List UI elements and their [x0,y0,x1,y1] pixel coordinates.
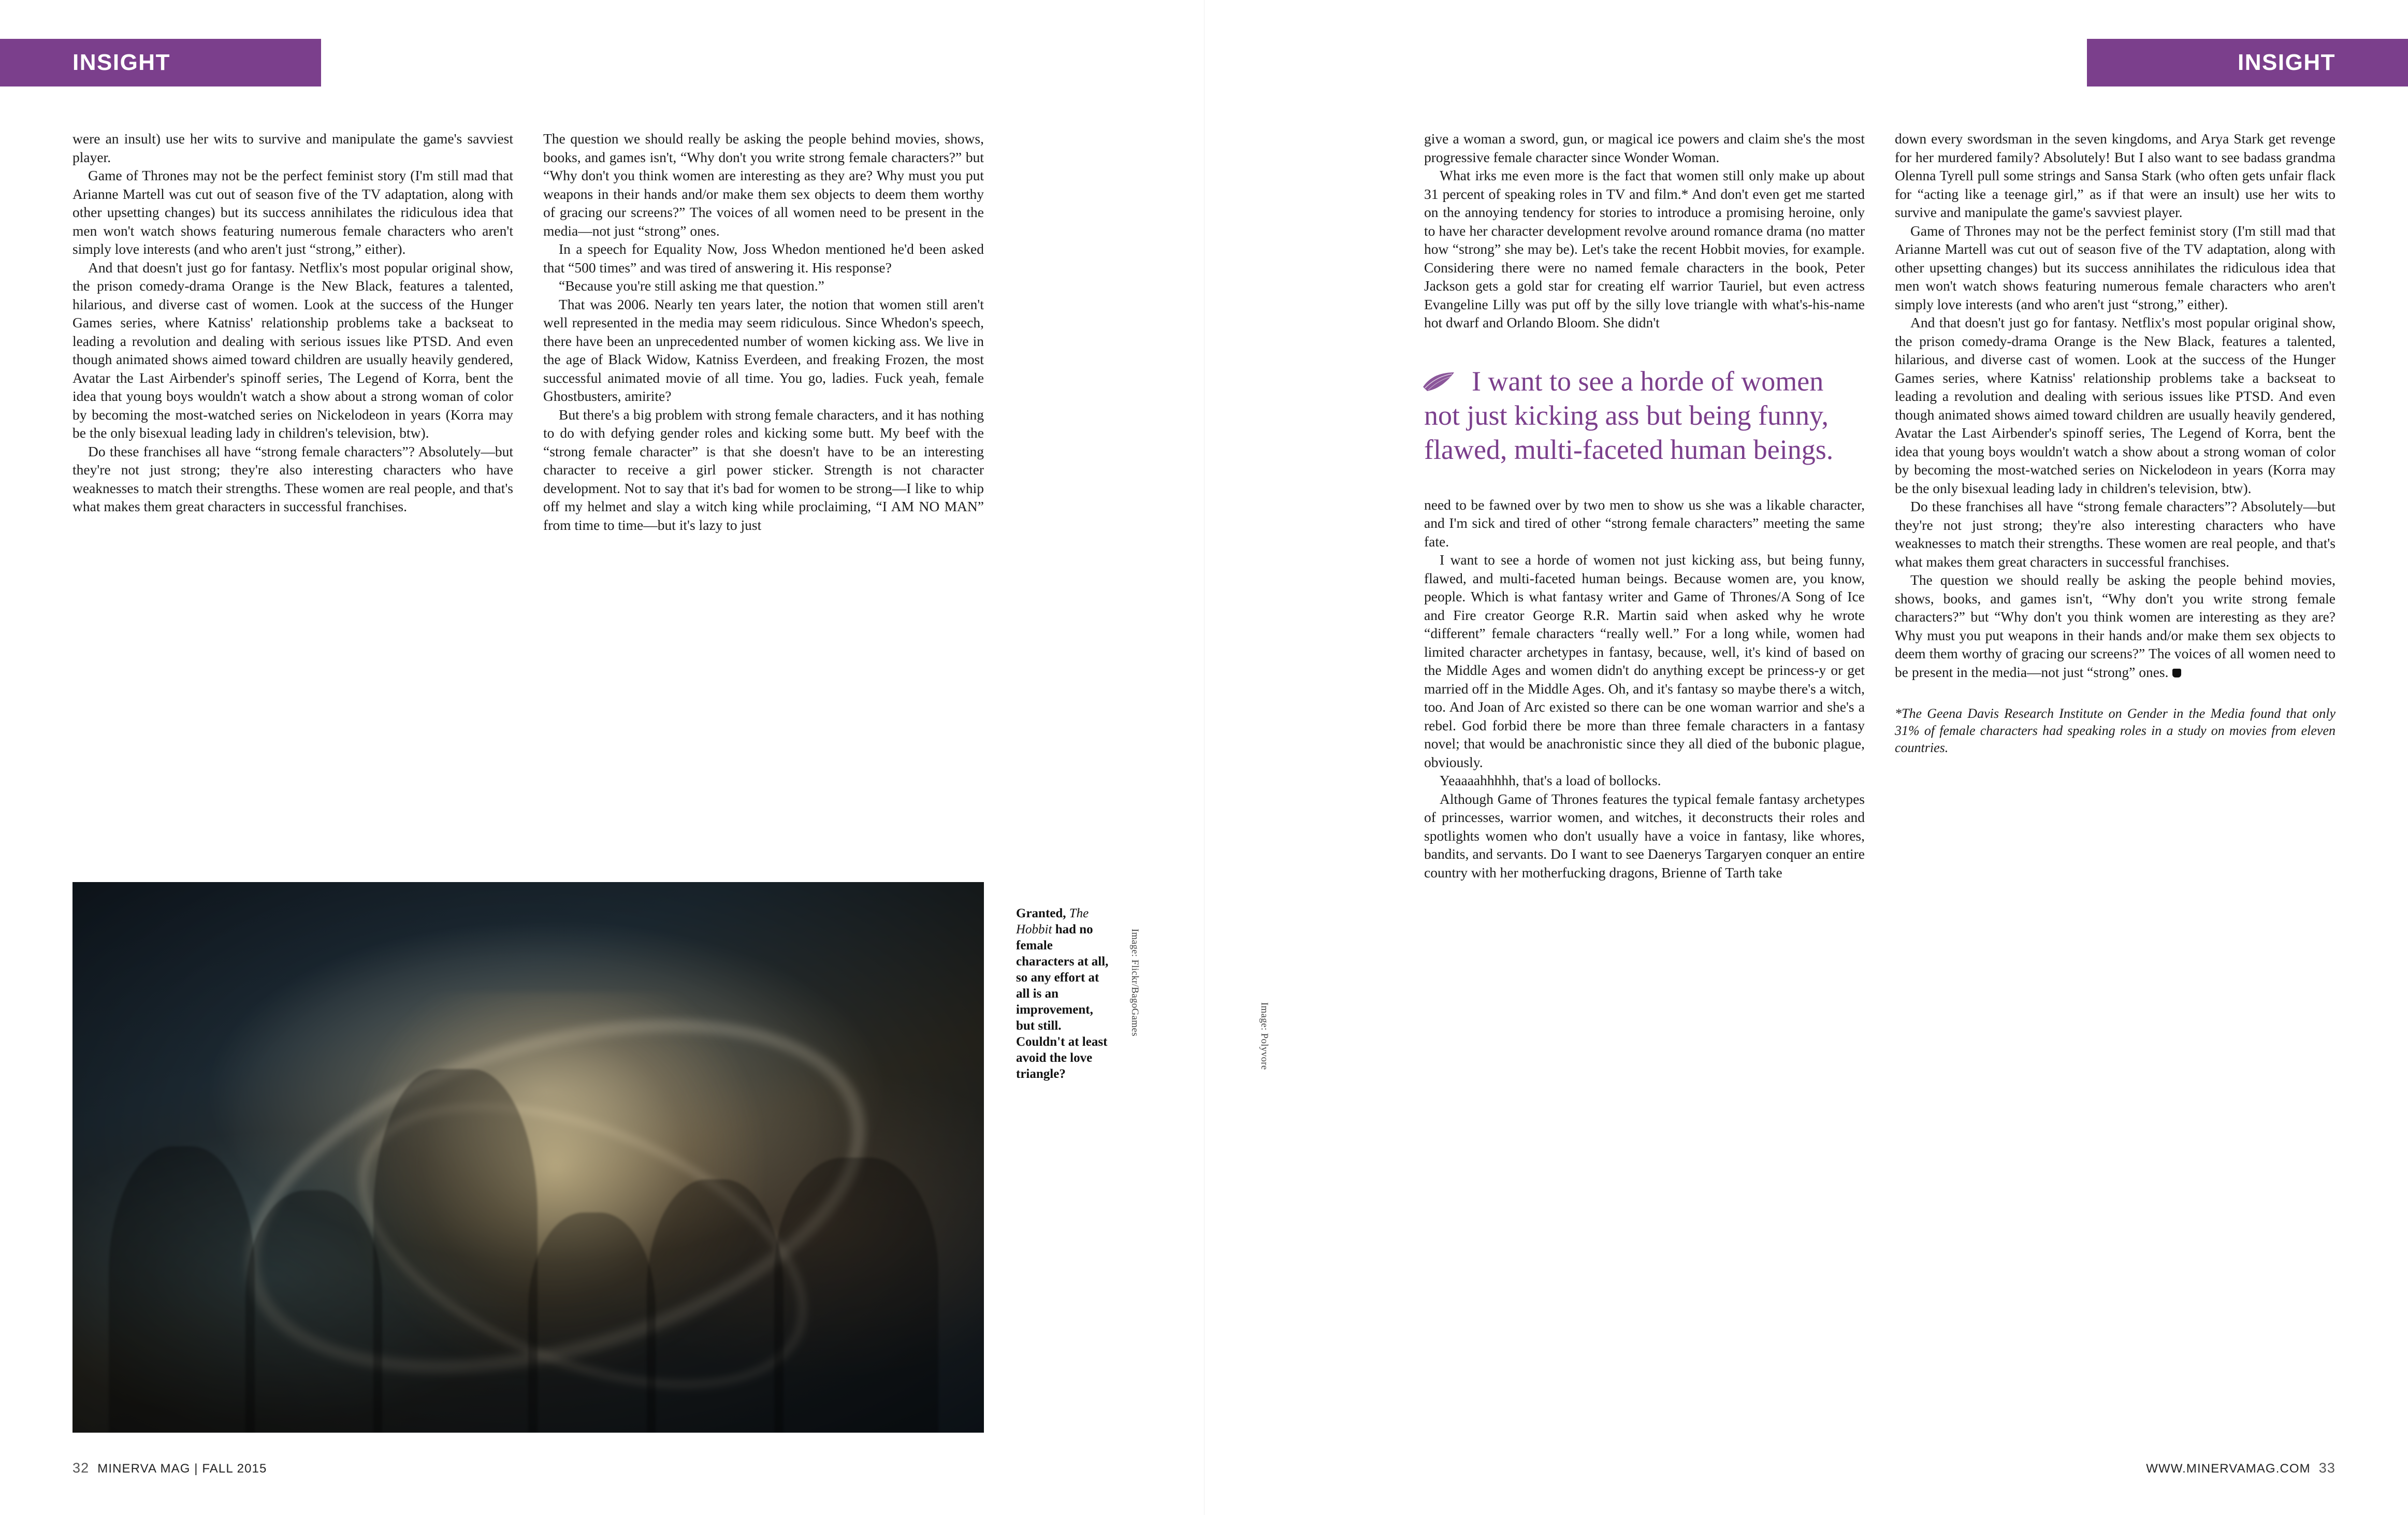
page-number-left: 32 [72,1460,90,1476]
paragraph: need to be fawned over by two men to show us she was a likable character, and I'm sick and tired of other “strong female characters” meeting the same fate. [1424,496,1865,550]
running-head-right-label: INSIGHT [2238,50,2336,75]
gutter [1204,0,1205,1515]
left-page-columns [72,129,984,534]
paragraph: Game of Thrones may not be the perfect feminist story (I'm still mad that Arianne Martell was cut out of season five of the TV adaptation, along with other upsetting changes) but its success annihilates the ridiculous idea that men won't watch shows featuring numerous female characters who aren't simply love interests (and who aren't just “strong,” either). [1895,222,2336,312]
paragraph: Do these franchises all have “strong female characters”? Absolutely—but they're not just strong; they're also interesting characters who have weaknesses to match their strengths. These women are real people, and that's what makes them great characters in successful franchises. [72,443,513,514]
folio-right [2146,1460,2336,1476]
folio-left [72,1460,267,1476]
image-credit-left: Image: Flickr/BagoGames [1129,929,1140,1036]
end-mark-icon [2172,669,2181,677]
folio-text-right: WWW.MINERVAMAG.COM [2146,1462,2311,1476]
running-head-left [0,39,321,86]
paragraph: down every swordsman in the seven kingdoms, and Arya Stark get revenge for her murdered family? Absolutely! But I also want to see badass grandma Olenna Tyrell pull some strings and Sansa Stark (who often gets unfair flack for “acting like a teenage girl,” as if that were an insult) use her wits to survive and manipulate the game's savviest player. [1895,131,2336,220]
paragraph [1895,571,2336,681]
paragraph: Game of Thrones may not be the perfect feminist story (I'm still mad that Arianne Martell was cut out of season five of the TV adaptation, along with other upsetting changes) but its success annihilates the ridiculous idea that men won't watch shows featuring numerous female characters who aren't simply love interests (and who aren't just “strong,” either). [72,167,513,257]
page-number-right: 33 [2318,1460,2336,1476]
right-page-columns [1424,129,2336,882]
paragraph: And that doesn't just go for fantasy. Netflix's most popular original show, the prison comedy-drama Orange is the New Black, features a talented, hilarious, and diverse cast of women. Look at the success of the Hunger Games series, where Katniss' relationship problems take a backseat to leading a revolution and dealing with serious issues like PTSD. And even though animated shows aimed toward children are usually heavily gendered, Avatar the Last Airbender's spinoff series, The Legend of Korra, bent the idea that young boys wouldn't watch a show about a strong woman of color by becoming the most-watched series on Nickelodeon in years (Korra may be the only bisexual leading lady in children's television, btw). [1895,314,2336,496]
photo-vignette [72,882,984,1433]
folio-text-left: MINERVA MAG | FALL 2015 [97,1462,267,1476]
caption-rest: had no female characters at all, so any effort at all is an improvement, but still. Couldn't at least avoid the love triangle? [1016,922,1109,1081]
right-page [1204,0,2408,1515]
running-head-left-label: INSIGHT [72,50,170,75]
left-column-2 [543,129,984,534]
pullquote-text: I want to see a horde of women not just kicking ass but being funny, flawed, multi-faceted human beings. [1424,365,1834,465]
paragraph: “Because you're still asking me that question.” [559,278,824,294]
paragraph: Although Game of Thrones features the typical female fantasy archetypes of princesses, warrior women, and witches, it deconstructs their roles and spotlights women who don't usually have a voice in fantasy, like whores, bandits, and servants. Do I want to see Daenerys Targaryen conquer an entire country with her motherfucking dragons, Brienne of Tarth take [1424,790,1865,881]
right-column-1 [1424,129,1865,882]
paragraph: give a woman a sword, gun, or magical ice powers and claim she's the most progressive female character since Wonder Woman. [1424,131,1865,165]
paragraph: were an insult) use her wits to survive and manipulate the game's savviest player. [72,131,513,165]
hobbit-photo [72,882,984,1433]
caption-lead: Granted, [1016,906,1066,920]
paragraph: The question we should really be asking the people behind movies, shows, books, and games isn't, “Why don't you write strong female characters?” but “Why don't you think women are interesting as they are? Why must you put weapons in their hands and/or make them sex objects to deem them worthy of gracing our screens?” The voices of all women need to be present in the media—not just “strong” ones. [543,131,984,239]
paragraph: But there's a big problem with strong female characters, and it has nothing to do with defying gender roles and kicking some butt. My beef with the “strong female character” is that she doesn't have to be an interesting character to receive a girl power sticker. Strength is not character development. Not to say that it's bad for women to be strong—I like to whip off my helmet and slay a witch king while proclaiming, “I AM NO MAN” from time to time—but it's lazy to just [543,406,984,533]
feather-quill-icon [1422,371,1456,392]
paragraph: In a speech for Equality Now, Joss Whedon mentioned he'd been asked that “500 times” and was tired of answering it. His response? [543,241,984,276]
paragraph: That was 2006. Nearly ten years later, the notion that women still aren't well represented in the media may seem ridiculous. Since Whedon's speech, there have been an unprecedented number of women kicking ass. We live in the age of Black Widow, Katniss Everdeen, and freaking Frozen, the most successful animated movie of all time. You go, ladies. Fuck yeah, female Ghostbusters, amirite? [543,296,984,404]
photo-caption [1016,905,1112,1082]
paragraph: Do these franchises all have “strong female characters”? Absolutely—but they're not just strong; they're also interesting characters who have weaknesses to match their strengths. These women are real people, and that's what makes them great characters in successful franchises. [1895,498,2336,570]
paragraph: What irks me even more is the fact that women still only make up about 31 percent of speaking roles in TV and film.* And don't even get me started on the annoying tendency for stories to introduce a promising heroine, only to have her character development revolve around romance drama (no matter how “strong” she may be). Let's take the recent Hobbit movies, for example. Considering there were no named female characters in the book, Peter Jackson gets a gold star for creating elf warrior Tauriel, but even actress Evangeline Lilly was put off by the silly love triangle with what's-his-name hot dwarf and Orlando Bloom. She didn't [1424,167,1865,330]
paragraph: Yeaaaahhhhh, that's a load of bollocks. [1440,772,1661,788]
running-head-right [2087,39,2408,86]
caption-title: The Hobbit [1016,906,1089,936]
paragraph: And that doesn't just go for fantasy. Netflix's most popular original show, the prison comedy-drama Orange is the New Black, features a talented, hilarious, and diverse cast of women. Look at the success of the Hunger Games series, where Katniss' relationship problems take a backseat to leading a revolution and dealing with serious issues like PTSD. And even though animated shows aimed toward children are usually heavily gendered, Avatar the Last Airbender's spinoff series, The Legend of Korra, bent the idea that young boys wouldn't watch a show about a strong woman of color by becoming the most-watched series on Nickelodeon in years (Korra may be the only bisexual leading lady in children's television, btw). [72,259,513,441]
pullquote-block [1424,364,1865,467]
footnote: *The Geena Davis Research Institute on Gender in the Media found that only 31% of female characters had speaking roles in a study on movies from eleven countries. [1895,706,2336,755]
right-column-2 [1895,129,2336,882]
paragraph-text: The question we should really be asking the people behind movies, shows, books, and games isn't, “Why don't you write strong female characters?” but “Why don't you think women are interesting as they are? Why must you put weapons in their hands and/or make them sex objects to deem them worthy of gracing our screens?” The voices of all women need to be present in the media—not just “strong” ones. [1895,572,2336,680]
paragraph: I want to see a horde of women not just kicking ass, but being funny, flawed, and multi-faceted human beings. Because women are, you know, people. Which is what fantasy writer and Game of Thrones/A Song of Ice and Fire creator George R.R. Martin said when asked why he wrote “different” female characters “really well.” For a long while, women had limited character archetypes in fantasy, because, well, it's kind of based on the Middle Ages and women didn't do anything except be princess-y or get married off in the Middle Ages. Oh, and it's fantasy so maybe there's a witch, too. And Joan of Arc existed so there can be one woman warrior and she's a rebel. God forbid there be more than three female characters in a fantasy novel; that would be anachronistic since they all died of the bubonic plague, obviously. [1424,552,1865,770]
left-column-1 [72,129,513,534]
image-credit-right: Image: Polyvore [1259,1002,1270,1070]
